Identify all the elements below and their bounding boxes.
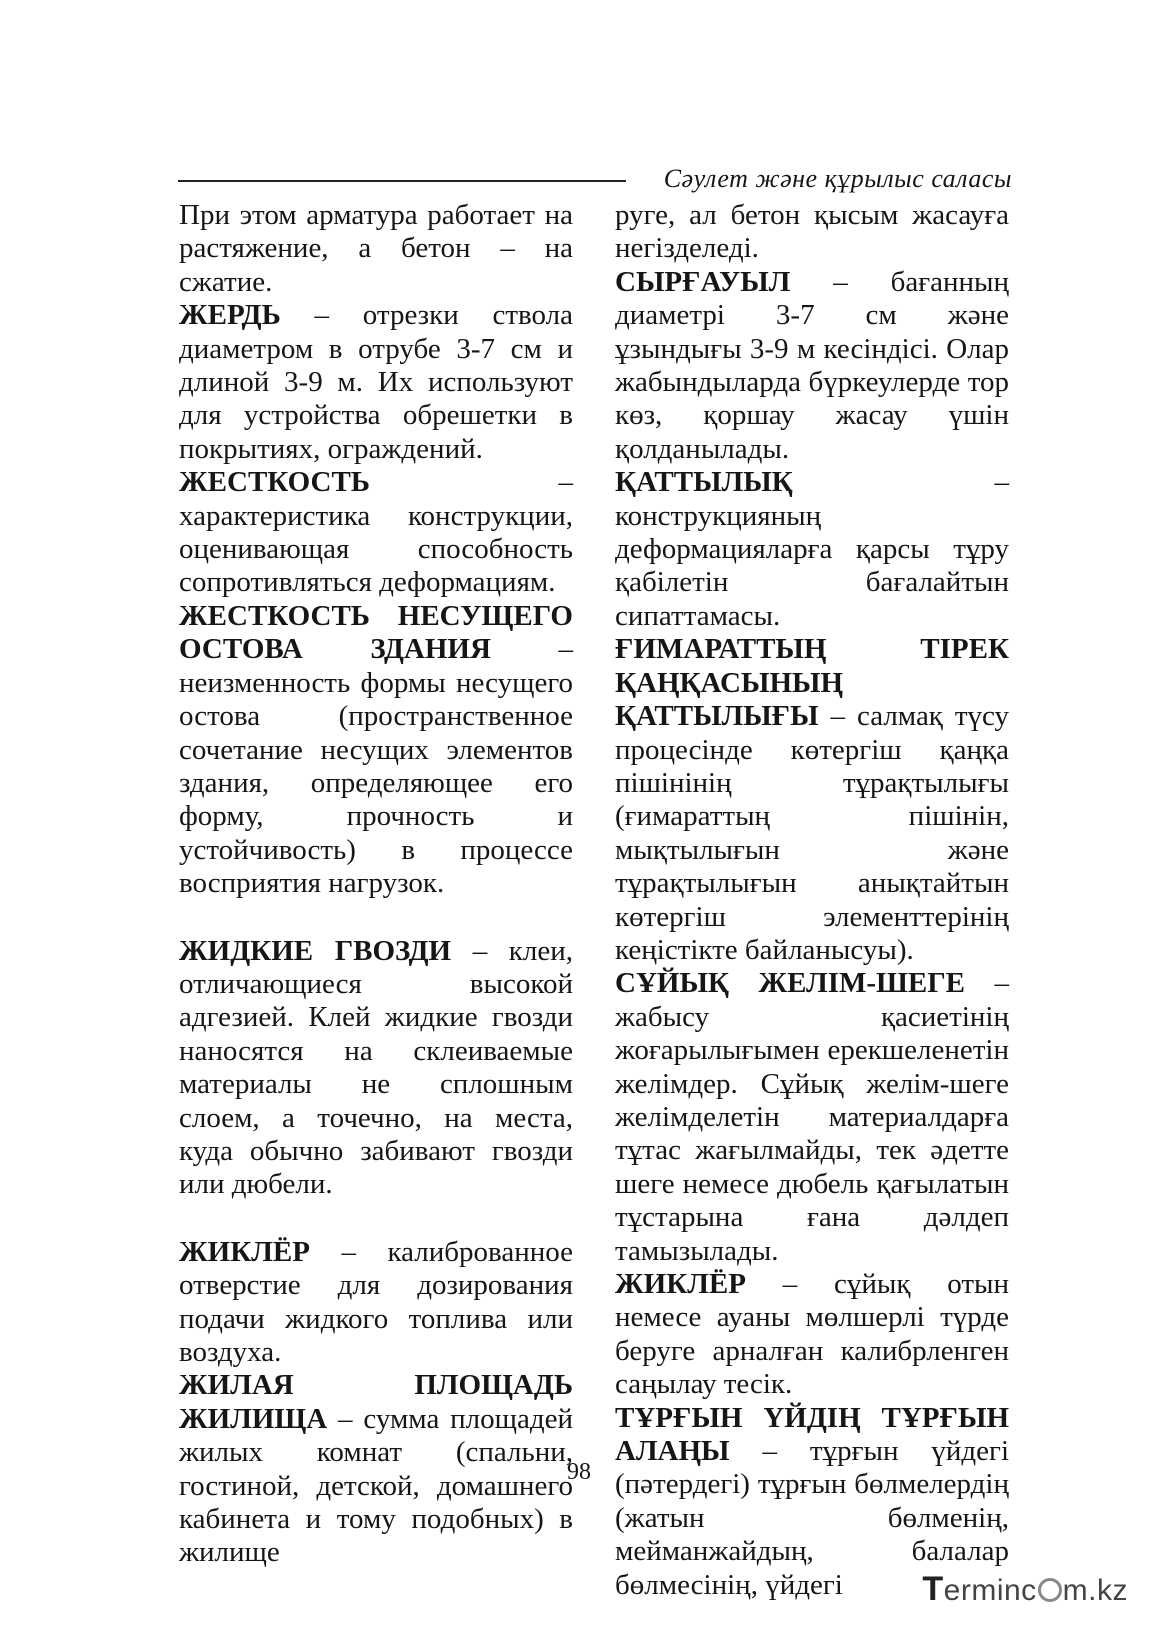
entry-definition: – салмақ түсу процесінде көтергіш қаңқа пішінінің тұрақтылығы (ғимараттың пішінін, мықтылығын және тұрақтылығын анықтайтын көтергіш элементтерінің кеңістікте байланысуы). [615, 700, 1009, 966]
entry-term: ЖЕРДЬ [179, 299, 281, 332]
header-title: Сәулет және құрылыс саласы [663, 164, 1012, 193]
entry-definition: – тұрғын үйдегі (пәтердегі) тұрғын бөлмелердің (жатын бөлменің, мейманжайдың, балалар бөлмесінің, үйдегі [615, 1435, 1009, 1601]
entry-definition: – неизменность формы несущего остова (пространственное сочетание несущих элементов здания, определяющее его форму, прочность и устойчивость) в процессе восприятия нагрузок. [179, 633, 573, 900]
entry-term: ЖЕСТКОСТЬ [179, 466, 370, 499]
glossary-entry [179, 935, 573, 1202]
glossary-entry [615, 967, 1009, 1268]
site-watermark [922, 1570, 1128, 1609]
entry-definition: – сумма площадей жилых комнат (спальни, гостиной, детской, домашнего кабинета и тому подобных) в жилище [179, 1402, 573, 1569]
entry-term: ҒИМАРАТТЫҢ ТІРЕК ҚАҢҚАСЫНЫҢ ҚАТТЫЛЫҒЫ [615, 633, 1009, 733]
left-column [179, 199, 573, 1570]
glossary-entry [179, 600, 573, 901]
glossary-entry [615, 266, 1009, 466]
entry-definition: – конструкцияның деформацияларға қарсы тұру қабілетін бағалайтын сипаттамасы. [615, 466, 1009, 632]
entry-definition: – жабысу қасиетінің жоғарылығымен ерекшеленетін желімдер. Сұйық желім-шеге желімделетін материалдарға тұтас жағылмайды, тек әдетте шеге немесе дюбель қағылатын тұстарына ғана дәлдеп тамызылады. [615, 967, 1009, 1267]
entry-definition: – сұйық отын немесе ауаны мөлшерлі түрде беруге арналған калибрленген саңылау тесік. [615, 1268, 1009, 1401]
right-column [615, 199, 1009, 1602]
entry-definition: – калиброванное отверстие для дозирования подачи жидкого топлива или воздуха. [179, 1235, 573, 1368]
glossary-entry [615, 1268, 1009, 1402]
glossary-entry [179, 299, 573, 466]
entry-definition: – отрезки ствола диаметром в отрубе 3-7 см и длиной 3-9 м. Их используют для устройства обрешетки в покрытиях, ограждений. [179, 299, 573, 465]
entry-term: ЖИДКИЕ ГВОЗДИ [179, 934, 452, 967]
entry-term: ҚАТТЫЛЫҚ [615, 466, 793, 499]
entry-term: ЖЕСТКОСТЬ НЕСУЩЕГО ОСТОВА ЗДАНИЯ [179, 599, 573, 666]
entry-term: ТҰРҒЫН ҮЙДІҢ ТҰРҒЫН АЛАҢЫ [615, 1401, 1009, 1468]
glossary-entry [615, 633, 1009, 967]
glossary-entry [179, 466, 573, 600]
entry-term: ЖИКЛЁР [615, 1268, 746, 1300]
watermark-text-2: m.kz [1062, 1574, 1128, 1607]
page-number: 98 [567, 1459, 591, 1485]
entry-definition: руге, ал бетон қысым жасауға негізделеді. [615, 199, 1009, 265]
glossary-entry [179, 199, 573, 299]
running-header [178, 164, 1012, 204]
magnifier-icon [1038, 1578, 1062, 1602]
entry-term: ЖИКЛЁР [179, 1235, 310, 1268]
entry-definition: – бағанның диаметрі 3-7 см және ұзындығы 3-9 м кесіндісі. Олар жабындыларда бүркеулерде тор көз, қоршау жасау үшін қолданылады. [615, 265, 1009, 465]
entry-definition: – характеристика конструкции, оценивающая способность сопротивляться деформациям. [179, 466, 573, 599]
entry-definition: При этом арматура работает на растяжение, а бетон – на сжатие. [179, 199, 573, 298]
entry-term: СЫРҒАУЫЛ [615, 265, 791, 298]
entry-term: ЖИЛАЯ ПЛОЩАДЬ ЖИЛИЩА [179, 1369, 573, 1435]
watermark-letter: T [922, 1570, 944, 1608]
glossary-entry [615, 466, 1009, 633]
entry-term: СҰЙЫҚ ЖЕЛІМ-ШЕГЕ [615, 967, 965, 1000]
watermark-text-1: erminc [943, 1574, 1037, 1607]
header-rule [178, 180, 626, 182]
glossary-entry [615, 199, 1009, 266]
glossary-entry [179, 1236, 573, 1370]
entry-definition: – клеи, отличающиеся высокой адгезией. Клей жидкие гвозди наносятся на склеиваемые материалы не сплошным слоем, а точечно, на места, куда обычно забивают гвозди или дюбели. [179, 934, 573, 1201]
